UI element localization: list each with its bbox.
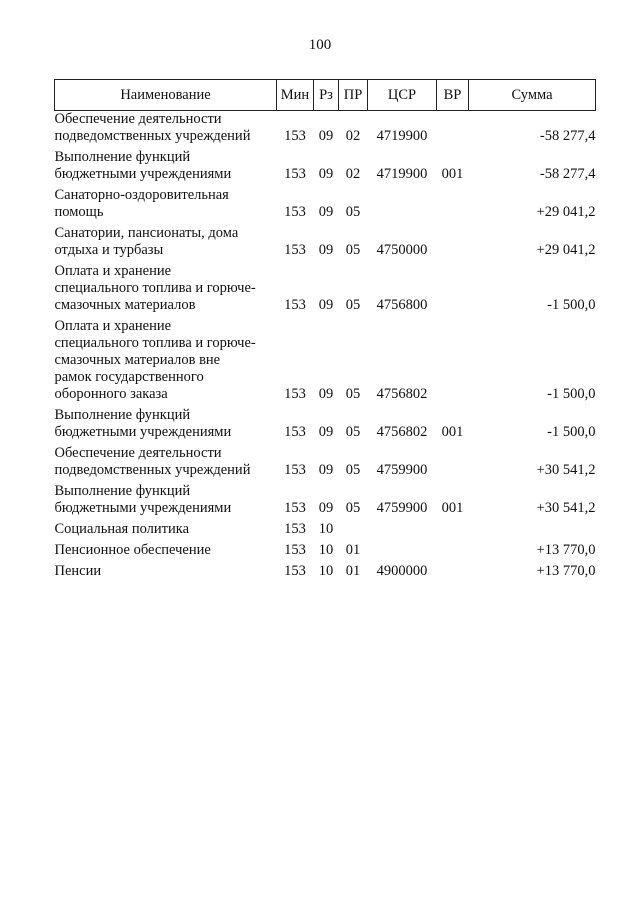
row-vr (437, 445, 469, 483)
row-rz: 09 (318, 242, 334, 258)
table-row (55, 483, 596, 521)
row-pr: 01 (345, 542, 361, 558)
row-name-line: Оплата и хранение (54, 263, 172, 279)
row-name (55, 521, 277, 542)
row-name-line: оборонного заказа (54, 386, 168, 402)
table-row (55, 521, 596, 542)
row-pr: 02 (345, 128, 361, 144)
row-rz: 10 (318, 521, 334, 537)
row-name (55, 225, 277, 263)
row-vr (437, 563, 469, 584)
row-sum: -58 277,4 (539, 128, 596, 144)
row-name-line: Социальная политика (54, 521, 190, 537)
row-min: 153 (284, 563, 306, 579)
row-name-line: помощь (54, 204, 104, 220)
row-rz: 09 (318, 297, 334, 313)
row-name-line: Выполнение функций (54, 483, 191, 499)
row-min: 153 (284, 386, 306, 402)
row-vr (437, 542, 469, 563)
row-min: 153 (284, 297, 306, 313)
row-min: 153 (284, 204, 306, 220)
row-name (55, 407, 277, 445)
row-csr: 4759900 (376, 462, 428, 478)
row-vr: 001 (441, 166, 464, 182)
row-pr: 01 (345, 563, 361, 579)
row-sum (469, 521, 596, 542)
budget-table (54, 79, 596, 584)
row-name-line: подведомственных учреждений (54, 128, 251, 144)
row-min: 153 (284, 424, 306, 440)
row-name (55, 483, 277, 521)
row-name-line: бюджетными учреждениями (54, 166, 232, 182)
row-pr: 05 (345, 204, 361, 220)
header-vr: ВР (437, 80, 469, 111)
row-name (55, 149, 277, 187)
row-name-line: Оплата и хранение (54, 318, 172, 334)
row-name-line: специального топлива и горюче- (54, 280, 256, 296)
row-csr: 4759900 (376, 500, 428, 516)
row-name-line: специального топлива и горюче- (54, 335, 256, 351)
row-csr: 4900000 (376, 563, 428, 579)
row-name-line: отдыха и турбазы (54, 242, 164, 258)
row-min: 153 (284, 166, 306, 182)
table-row (55, 445, 596, 483)
row-min: 153 (284, 542, 306, 558)
row-vr (437, 187, 469, 225)
row-pr: 05 (345, 386, 361, 402)
table-row (55, 263, 596, 318)
row-pr: 05 (345, 424, 361, 440)
row-rz: 09 (318, 500, 334, 516)
row-sum: +29 041,2 (536, 204, 596, 220)
row-min: 153 (284, 500, 306, 516)
row-vr: 001 (441, 424, 464, 440)
row-name-line: Санаторно-оздоровительная (54, 187, 229, 203)
row-csr (368, 542, 437, 563)
row-min: 153 (284, 462, 306, 478)
header-pr: ПР (339, 80, 368, 111)
row-name (55, 445, 277, 483)
row-name-line: бюджетными учреждениями (54, 500, 232, 516)
row-name-line: Пенсии (54, 563, 102, 579)
row-sum: -1 500,0 (547, 386, 596, 402)
header-sum: Сумма (469, 80, 596, 111)
row-pr: 05 (345, 297, 361, 313)
row-name-line: смазочных материалов (54, 297, 196, 313)
row-sum: +29 041,2 (536, 242, 596, 258)
row-rz: 09 (318, 462, 334, 478)
row-rz: 09 (318, 386, 334, 402)
row-name (55, 263, 277, 318)
row-name (55, 318, 277, 407)
row-name-line: Выполнение функций (54, 149, 191, 165)
row-csr: 4719900 (376, 128, 428, 144)
row-name (55, 187, 277, 225)
row-name (55, 542, 277, 563)
row-sum: +13 770,0 (536, 563, 596, 579)
row-rz: 10 (318, 542, 334, 558)
row-vr (437, 521, 469, 542)
table-header-row (55, 80, 596, 111)
row-pr: 05 (345, 462, 361, 478)
page-number: 100 (308, 37, 332, 53)
header-csr: ЦСР (368, 80, 437, 111)
table-row (55, 111, 596, 150)
table-row (55, 318, 596, 407)
row-name-line: бюджетными учреждениями (54, 424, 232, 440)
table-row (55, 542, 596, 563)
table-row (55, 149, 596, 187)
row-rz: 09 (318, 166, 334, 182)
row-vr (437, 225, 469, 263)
row-min: 153 (284, 128, 306, 144)
row-csr: 4719900 (376, 166, 428, 182)
row-vr: 001 (441, 500, 464, 516)
row-csr: 4750000 (376, 242, 428, 258)
row-pr: 05 (345, 242, 361, 258)
row-sum: +30 541,2 (536, 462, 596, 478)
row-name-line: Санатории, пансионаты, дома (54, 225, 239, 241)
row-csr (368, 521, 437, 542)
table-row (55, 187, 596, 225)
row-name-line: Обеспечение деятельности (54, 111, 222, 127)
row-csr (368, 187, 437, 225)
row-name (55, 563, 277, 584)
header-name: Наименование (55, 80, 277, 111)
row-sum: +30 541,2 (536, 500, 596, 516)
row-pr: 05 (345, 500, 361, 516)
row-sum: +13 770,0 (536, 542, 596, 558)
row-sum: -1 500,0 (547, 424, 596, 440)
row-name-line: Выполнение функций (54, 407, 191, 423)
row-name-line: Пенсионное обеспечение (54, 542, 211, 558)
row-sum: -58 277,4 (539, 166, 596, 182)
row-rz: 09 (318, 128, 334, 144)
row-name-line: рамок государственного (54, 369, 204, 385)
header-min: Мин (277, 80, 314, 111)
table-body (55, 111, 596, 585)
row-name-line: смазочных материалов вне (54, 352, 221, 368)
table-row (55, 225, 596, 263)
row-csr: 4756800 (376, 297, 428, 313)
row-rz: 09 (318, 204, 334, 220)
table-row (55, 407, 596, 445)
row-vr (437, 111, 469, 150)
row-pr (339, 521, 368, 542)
row-csr: 4756802 (376, 386, 428, 402)
row-csr: 4756802 (376, 424, 428, 440)
row-pr: 02 (345, 166, 361, 182)
row-rz: 09 (318, 424, 334, 440)
row-vr (437, 318, 469, 407)
row-sum: -1 500,0 (547, 297, 596, 313)
row-vr (437, 263, 469, 318)
row-min: 153 (284, 242, 306, 258)
row-min: 153 (284, 521, 306, 537)
row-name-line: Обеспечение деятельности (54, 445, 222, 461)
table-row (55, 563, 596, 584)
row-rz: 10 (318, 563, 334, 579)
row-name-line: подведомственных учреждений (54, 462, 251, 478)
row-name (55, 111, 277, 150)
header-rz: Рз (314, 80, 339, 111)
